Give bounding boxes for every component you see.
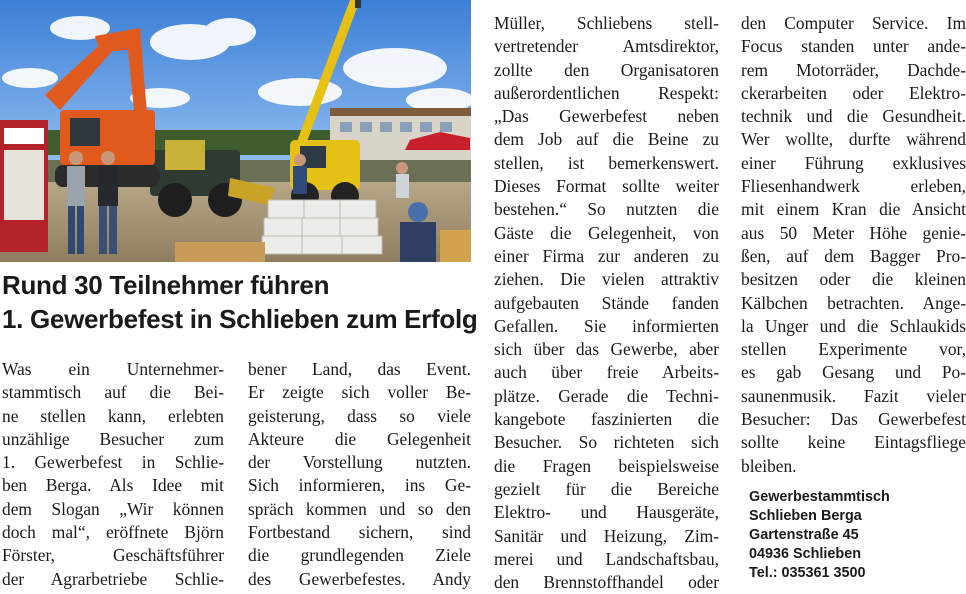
text-line: stellen Experimente vor,: [741, 339, 966, 360]
text-line: plätze. Gerade die Techni-: [494, 385, 719, 406]
text-line: saunenmusik. Fazit vieler: [741, 385, 966, 406]
text-line: sollte keine Eintagsfliege: [741, 432, 966, 453]
text-line: der Vorstellung nutzten.: [248, 452, 471, 473]
text-line: Dieses Format sollte weiter: [494, 176, 719, 197]
text-line: außerordentlichen Respekt:: [494, 82, 719, 103]
headline-line: 1. Gewerbefest in Schlieben zum Erfolg: [2, 304, 478, 334]
text-line: bestehen.“ So nutzten die: [494, 199, 719, 220]
article-column-1: [2, 358, 224, 591]
text-line: mit einem Kran die Ansicht: [741, 199, 966, 220]
text-line: spräch kommen und so den: [248, 498, 471, 519]
article-photo: [0, 0, 471, 262]
text-line: die Fragen beispielsweise: [494, 455, 719, 476]
text-line: einer Firma zur anderen zu: [494, 245, 719, 266]
text-line: die grundlegenden Ziele: [248, 545, 471, 566]
text-line: Fortbestand sichern, sind: [248, 522, 471, 543]
article-column-4: [741, 12, 966, 478]
text-line: dem Job auf die Beine zu: [494, 129, 719, 150]
article-headline: [2, 268, 478, 336]
text-line: Gefallen. Sie informierten: [494, 315, 719, 336]
contact-line: 04936 Schlieben: [749, 546, 861, 562]
text-line: aus 50 Meter Höhe genie-: [741, 222, 966, 243]
text-line: geisterung, dass so viele: [248, 405, 471, 426]
text-line: den Computer Service. Im: [741, 13, 966, 33]
text-line: auch über freie Arbeits-: [494, 362, 719, 383]
text-line: ne stellen kann, erlebten: [2, 405, 224, 426]
text-line: Gäste die Gelegenheit, von: [494, 222, 719, 243]
text-line: stellen, ist bemerkenswert.: [494, 152, 719, 173]
text-line: „Das Gewerbefest neben: [494, 106, 719, 127]
text-line: Förster, Geschäftsführer: [2, 545, 224, 566]
text-line: dem Slogan „Wir können: [2, 498, 224, 519]
article-column-3: [494, 12, 719, 594]
text-line: besitzen oder die kleinen: [741, 269, 966, 290]
text-line: merei und Landschaftsbau,: [494, 548, 719, 569]
headline-line: Rund 30 Teilnehmer führen: [2, 270, 330, 300]
text-line: bleiben.: [741, 455, 797, 476]
text-line: es gab Gesang und Po-: [741, 362, 966, 383]
text-line: Focus standen unter ande-: [741, 36, 966, 57]
text-line: Was ein Unternehmer-: [2, 359, 224, 379]
text-line: technik und die Gesundheit.: [741, 106, 966, 127]
text-line: einer Führung exklusives: [741, 152, 966, 173]
text-line: der Agrarbetriebe Schlie-: [2, 568, 224, 589]
text-line: Besucher. So richteten sich: [494, 432, 719, 453]
text-line: vertretender Amtsdirektor,: [494, 36, 719, 57]
text-line: bener Land, das Event.: [248, 359, 471, 379]
text-line: doch mal“, eröffnete Björn: [2, 522, 224, 543]
text-line: Elektro- und Hausgeräte,: [494, 502, 719, 523]
text-line: Kälbchen betrachten. Ange-: [741, 292, 966, 313]
contact-line: Tel.: 035361 3500: [749, 565, 866, 581]
text-line: Besucher: Das Gewerbefest: [741, 409, 966, 430]
photo-illustration: [0, 0, 471, 262]
text-line: la Unger und die Schlaukids: [741, 315, 966, 336]
text-line: Akteure die Gelegenheit: [248, 428, 471, 449]
text-line: Er zeigte sich voller Be-: [248, 382, 471, 403]
contact-line: Gewerbestammtisch: [749, 489, 890, 505]
text-line: unzählige Besucher zum: [2, 428, 224, 449]
text-line: des Gewerbefestes. Andy: [248, 568, 471, 589]
text-line: kangebote faszinierten die: [494, 409, 719, 430]
text-line: stammtisch auf die Bei-: [2, 382, 224, 403]
contact-line: Schlieben Berga: [749, 508, 862, 524]
text-line: ckerarbeiten oder Elektro-: [741, 82, 966, 103]
text-line: Wer wollte, durfte während: [741, 129, 966, 150]
text-line: aufgebauten Stände fanden: [494, 292, 719, 313]
text-line: ben Berga. Als Idee mit: [2, 475, 224, 496]
text-line: zollte den Organisatoren: [494, 59, 719, 80]
text-line: rem Motorräder, Dachde-: [741, 59, 966, 80]
text-line: Sanitär und Heizung, Zim-: [494, 525, 719, 546]
contact-line: Gartenstraße 45: [749, 527, 859, 543]
text-line: Müller, Schliebens stell-: [494, 13, 719, 33]
text-line: gezielt für die Bereiche: [494, 478, 719, 499]
text-line: Sich informieren, ins Ge-: [248, 475, 471, 496]
text-line: den Brennstoffhandel oder: [494, 572, 719, 593]
contact-box: [749, 488, 959, 583]
article-column-2: [248, 358, 471, 591]
text-line: sich über das Gewerbe, aber: [494, 339, 719, 360]
text-line: Fliesenhandwerk erleben,: [741, 176, 966, 197]
text-line: 1. Gewerbefest in Schlie-: [2, 452, 224, 473]
text-line: ßen, auf dem Bagger Pro-: [741, 245, 966, 266]
text-line: ziehen. Die vielen attraktiv: [494, 269, 719, 290]
